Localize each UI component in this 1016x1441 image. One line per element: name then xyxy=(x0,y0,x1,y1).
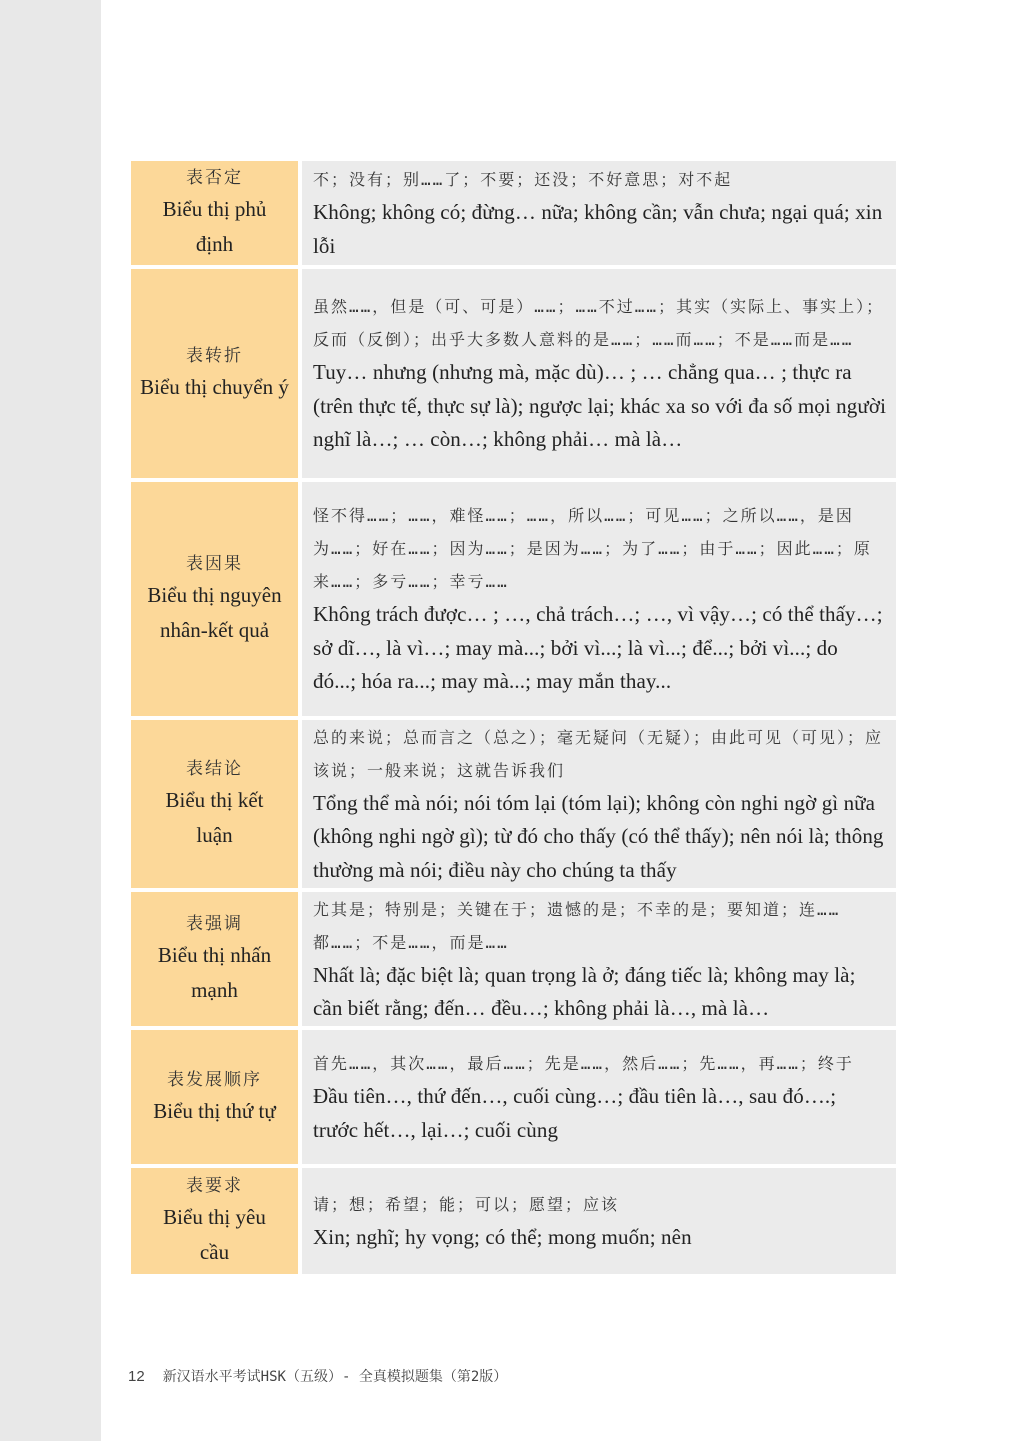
category-chinese: 表强调 xyxy=(186,914,243,934)
examples-chinese: 不；没有；别……了；不要；还没；不好意思；对不起 xyxy=(313,170,733,189)
examples-vietnamese: Nhất là; đặc biệt là; quan trọng là ở; đáng tiếc là; không may là; cần biết rằng; đến… đều…; không phải là…, mà là… xyxy=(313,962,856,1020)
examples-vietnamese: Tuy… nhưng (nhưng mà, mặc dù)… ; … chẳng qua… ; thực ra (trên thực tế, thực sự là); ngược lại; khác xa so với đa số mọi người nghĩ là…; … còn…; không phải… mà là… xyxy=(313,360,886,452)
category-vietnamese: Biểu thị nguyên nhân-kết quả xyxy=(147,583,282,642)
examples-chinese: 请；想；希望；能；可以；愿望；应该 xyxy=(313,1194,620,1214)
category-chinese: 表要求 xyxy=(186,1176,243,1196)
category-cell xyxy=(131,161,298,265)
examples-chinese: 怪不得……；……，难怪……；……，所以……；可见……；之所以……，是因为……；好在……；因为……；是因为……；为了……；由于……；因此……；原来……；多亏……；幸亏…… xyxy=(313,506,872,592)
page-side-strip xyxy=(0,0,101,1441)
examples-vietnamese: Không trách được… ; …, chả trách…; …, vì vậy…; có thể thấy…; sở dĩ…, là vì…; may mà...; bởi vì...; là vì...; để...; bởi vì...; do đó...; hóa ra...; may mà...; may mắn thay... xyxy=(313,602,883,694)
page-footer xyxy=(128,1366,507,1386)
category-vietnamese: Biểu thị nhấn mạnh xyxy=(157,943,272,1002)
category-cell xyxy=(131,720,298,888)
category-vietnamese: Biểu thị kết luận xyxy=(165,788,264,847)
examples-cell xyxy=(302,269,896,478)
examples-chinese: 尤其是；特别是；关键在于；遗憾的是；不幸的是；要知道；连……都……；不是……，而是…… xyxy=(313,899,841,952)
table-row xyxy=(131,1030,896,1164)
examples-cell xyxy=(302,892,896,1026)
book-title: 新汉语水平考试HSK（五级）- 全真模拟题集（第2版） xyxy=(162,1369,508,1385)
category-cell xyxy=(131,482,298,716)
category-chinese: 表因果 xyxy=(186,554,243,574)
category-chinese: 表转折 xyxy=(186,346,243,366)
connectives-table xyxy=(131,161,896,1274)
examples-cell xyxy=(302,161,896,265)
examples-chinese: 总的来说；总而言之（总之）；毫无疑问（无疑）；由此可见（可见）；应该说；一般来说；这就告诉我们 xyxy=(313,727,884,780)
category-chinese: 表否定 xyxy=(186,168,243,188)
examples-vietnamese: Đầu tiên…, thứ đến…, cuối cùng…; đầu tiên là…, sau đó….; trước hết…, lại…; cuối cùng xyxy=(313,1084,837,1142)
category-vietnamese: Biểu thị yêu cầu xyxy=(163,1205,266,1264)
table-row xyxy=(131,1168,896,1274)
page-number: 12 xyxy=(128,1368,145,1385)
examples-vietnamese: Không; không có; đừng… nữa; không cần; vẫn chưa; ngại quá; xin lỗi xyxy=(313,200,883,258)
table-row xyxy=(131,269,896,478)
category-vietnamese: Biểu thị chuyển ý xyxy=(140,375,289,399)
examples-chinese: 虽然……，但是（可、可是）……；……不过……；其实（实际上、事实上）；反而（反倒）；出乎大多数人意料的是……；……而……；不是……而是…… xyxy=(313,297,885,350)
examples-cell xyxy=(302,482,896,716)
category-vietnamese: Biểu thị thứ tự xyxy=(153,1098,276,1123)
category-cell xyxy=(131,1168,298,1274)
category-chinese: 表结论 xyxy=(186,759,243,779)
category-cell xyxy=(131,892,298,1026)
table-row xyxy=(131,161,896,265)
examples-vietnamese: Xin; nghĩ; hy vọng; có thể; mong muốn; nên xyxy=(313,1224,692,1249)
table-row xyxy=(131,482,896,716)
examples-chinese: 首先……，其次……，最后……；先是……，然后……；先……，再……；终于 xyxy=(313,1054,854,1073)
examples-vietnamese: Tổng thể mà nói; nói tóm lại (tóm lại); không còn nghi ngờ gì nữa (không nghi ngờ gì); từ đó cho thấy (có thể thấy); nên nói là; thông thường mà nói; điều này cho chúng ta thấy xyxy=(313,790,884,882)
examples-cell xyxy=(302,1168,896,1274)
examples-cell xyxy=(302,720,896,888)
category-chinese: 表发展顺序 xyxy=(167,1069,262,1090)
category-cell xyxy=(131,1030,298,1164)
category-vietnamese: Biểu thị phủ định xyxy=(162,197,267,256)
table-row xyxy=(131,892,896,1026)
category-cell xyxy=(131,269,298,478)
examples-cell xyxy=(302,1030,896,1164)
table-row xyxy=(131,720,896,888)
